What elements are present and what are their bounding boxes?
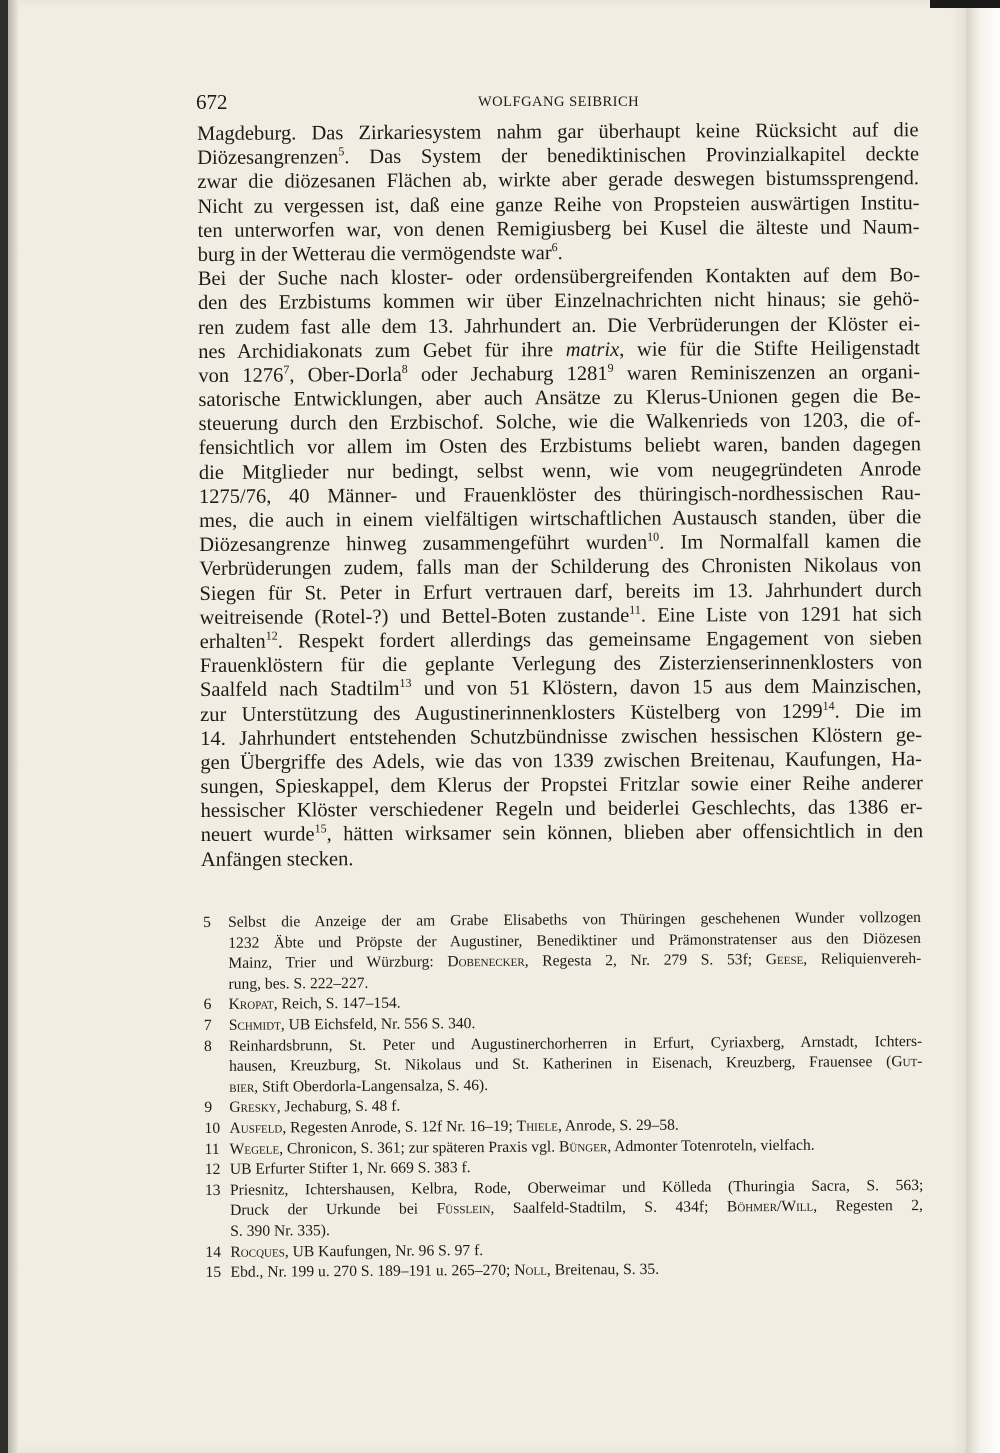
text-line: zwar die diözesanen Flächen ab, wirkte aber gerade deswegen bistumssprengend. bbox=[197, 167, 920, 194]
text-line: Bei der Suche nach kloster- oder ordensübergreifenden Kontakten auf dem Bo- bbox=[197, 264, 921, 291]
footnote-number: 6 bbox=[203, 996, 212, 1014]
footnote: 14 Rocques, UB Kaufungen, Nr. 96 S. 97 f. bbox=[205, 1237, 923, 1263]
text-line: fensichtlich vor allem im Osten des Erzbistums beliebt waren, banden dagegen bbox=[198, 433, 922, 460]
footnote-ref: 5 bbox=[338, 144, 345, 159]
text-line: Nicht zu vergessen ist, daß eine ganze Reihe von Propsteien auswärtigen Institu- bbox=[197, 191, 920, 218]
text-line: ren zudem fast alle dem 13. Jahrhundert an. Die Verbrüderungen der Klöster ei- bbox=[198, 312, 921, 339]
footnote: 13 Priesnitz, Ichtershausen, Kelbra, Rode, Oberweimar und Kölleda (Thuringia Sacra, S. 563; Druck der Urkunde bei Füsslein, Saalfeld-Stadtilm, S. 434f; Böhmer/Will, Regesten 2, S. 390 Nr. 335). bbox=[204, 1176, 924, 1240]
footnote: 6 Kropat, Reich, S. 147–154. bbox=[204, 990, 922, 1016]
footnote-number: 12 bbox=[204, 1161, 221, 1179]
running-head-author: WOLFGANG SEIBRICH bbox=[478, 94, 640, 110]
text-line: von 1276$^7$, Ober-Dorla$^8$ oder Jechaburg 1281$^9$ waren Reminiszenzen an organi- bbox=[198, 360, 921, 387]
page-number: 672 bbox=[196, 90, 228, 114]
text-line: den des Erzbistums kommen wir über Einzelnachrichten nicht hinaus; sie gehö- bbox=[197, 288, 920, 315]
page-edge bbox=[966, 0, 1000, 1453]
footnote-number: 9 bbox=[204, 1099, 213, 1117]
text-line: Siegen für St. Peter in Erfurt vertrauen darf, bereits im 13. Jahrhundert durch bbox=[199, 578, 922, 605]
footnote-ref: 8 bbox=[401, 361, 408, 376]
text-line: weitreisende (Rotel-?) und Bettel-Boten zustande$^{11}$. Eine Liste von 1291 hat sich bbox=[199, 602, 922, 629]
footnote-number: 5 bbox=[203, 913, 211, 931]
text-line: gen Übergriffe des Adels, wie das von 1339 zwischen Breitenau, Kaufungen, Ha- bbox=[200, 748, 922, 774]
footnote-ref: 15 bbox=[314, 821, 327, 836]
text-line: satorische Entwicklungen, aber auch Ansätze zu Klerus-Unionen gegen die Be- bbox=[198, 385, 921, 412]
footnote-ref: 14 bbox=[822, 698, 835, 713]
text-line: burg in der Wetterau die vermögendste war$^6$. bbox=[197, 240, 563, 266]
text-line: zur Unterstützung des Augustinerinnenklosters Küstelberg von 1299$^{14}$. Die im bbox=[200, 698, 922, 726]
footnote-ref: 6 bbox=[551, 240, 558, 255]
footnote-number: 11 bbox=[204, 1140, 220, 1158]
text-line: neuert wurde$^{15}$, hätten wirksamer sein können, blieben aber offensichtlich in den bbox=[200, 820, 924, 847]
italic-term: matrix bbox=[565, 338, 620, 361]
footnote-number: 7 bbox=[203, 1016, 212, 1034]
footnote-ref: 11 bbox=[629, 602, 641, 617]
text-line: Frauenklöstern für die geplante Verlegung des Zisterzienserinnenklosters von bbox=[199, 651, 923, 678]
text-line: ten unterworfen war, von denen Remigiusberg bei Kusel die älteste und Naum- bbox=[197, 215, 920, 242]
text-line: Diözesangrenzen$^5$. Das System der benediktinischen Provinzialkapitel deckte bbox=[197, 143, 920, 170]
footnote-number: 8 bbox=[203, 1037, 212, 1055]
footnote: 10 Ausfeld, Regesten Anrode, S. 12f Nr. 16–19; Thiele, Anrode, S. 29–58. bbox=[204, 1114, 922, 1140]
footnote-ref: 13 bbox=[399, 676, 412, 691]
footnote-ref: 10 bbox=[647, 529, 660, 544]
text-line: Verbrüderungen zudem, falls man der Schilderung des Chronisten Nikolaus von bbox=[199, 554, 922, 581]
footnote: 11 Wegele, Chronicon, S. 361; zur späteren Praxis vgl. Bünger, Admonter Totenroteln, vielfach. bbox=[205, 1135, 923, 1161]
scan-corner-mark bbox=[930, 0, 1000, 8]
text-line: 1275/76, 40 Männer- und Frauenklöster des thüringisch-nordhessischen Rau- bbox=[198, 482, 921, 508]
text-line: Magdeburg. Das Zirkariesystem nahm gar überhaupt keine Rücksicht auf die bbox=[197, 119, 919, 145]
binding-edge bbox=[8, 0, 18, 1453]
text-line: Diözesangrenze hinweg zusammengeführt wurden$^{10}$. Im Normalfall kamen die bbox=[199, 529, 922, 557]
text-line: hessischer Klöster verschiedener Regeln und beiderlei Geschlechts, das 1386 er- bbox=[200, 796, 923, 823]
footnote: 8 Reinhardsbrunn, St. Peter und Augustinerchorherren in Erfurt, Cyriaxberg, Arnstadt, Ichters- hausen, Kreuzburg, St. Nikolaus und St. Katherinen in Eisenach, Kreuzberg, Frauensee (Gut- bier, Stift Oberdorla-Langensalza, S. 46). bbox=[203, 1032, 923, 1096]
text-line: nes Archidiakonats zum Gebet für ihre matrix, wie für die Stifte Heiligenstadt bbox=[198, 336, 921, 363]
text-line: mes, die auch in einem vielfältigen wirtschaftlichen Austausch standen, über die bbox=[199, 506, 922, 532]
footnote-number: 10 bbox=[204, 1119, 221, 1137]
footnote: 9 Gresky, Jechaburg, S. 48 f. bbox=[204, 1093, 922, 1119]
footnote: 7 Schmidt, UB Eichsfeld, Nr. 556 S. 340. bbox=[204, 1011, 922, 1037]
footnotes bbox=[203, 908, 924, 1284]
footnote-ref: 9 bbox=[607, 360, 614, 375]
footnote: 5 Selbst die Anzeige der am Grabe Elisabeths von Thüringen geschehenen Wunder vollzogen 1232 Äbte und Pröpste der Augustiner, Benediktiner und Prämonstratenser aus den Diözesen Mainz, Trier und Würzburg: Dobenecker, Regesta 2, Nr. 279 S. 53f; Geese, Reliquienvereh- rung, bes. S. 222–227. bbox=[203, 908, 922, 993]
text-line: Anfängen stecken. bbox=[200, 847, 354, 871]
text-line: erhalten$^{12}$. Respekt fordert allerdings das gemeinsame Engagement von sieben bbox=[199, 627, 922, 653]
footnote-number: 14 bbox=[205, 1243, 222, 1261]
footnote-number: 15 bbox=[205, 1263, 222, 1282]
footnote: 12 UB Erfurter Stifter 1, Nr. 669 S. 383 f. bbox=[205, 1155, 923, 1181]
text-line: sungen, Spieskappel, dem Klerus der Propstei Fritzlar sowie einer Reihe anderer bbox=[200, 772, 923, 799]
running-head bbox=[196, 90, 916, 114]
footnote: 15 Ebd., Nr. 199 u. 270 S. 189–191 u. 265–270; Noll, Breitenau, S. 35. bbox=[205, 1258, 923, 1284]
text-line: die Mitglieder nur bedingt, selbst wenn, wie vom neugegründeten Anrode bbox=[198, 457, 922, 484]
text-line: steuerung durch den Erzbischof. Solche, wie die Walkenrieds von 1203, die of- bbox=[198, 409, 921, 436]
text-line: 14. Jahrhundert entstehenden Schutzbündnisse zwischen hessischen Klöstern ge- bbox=[200, 723, 923, 750]
footnote-number: 13 bbox=[204, 1181, 221, 1199]
footnote-ref: 12 bbox=[265, 628, 278, 643]
text-line: Saalfeld nach Stadtilm$^{13}$ und von 51 Klöstern, davon 15 aus dem Mainzischen, bbox=[199, 675, 922, 702]
body-text bbox=[197, 118, 923, 872]
footnote-ref: 7 bbox=[283, 362, 290, 377]
